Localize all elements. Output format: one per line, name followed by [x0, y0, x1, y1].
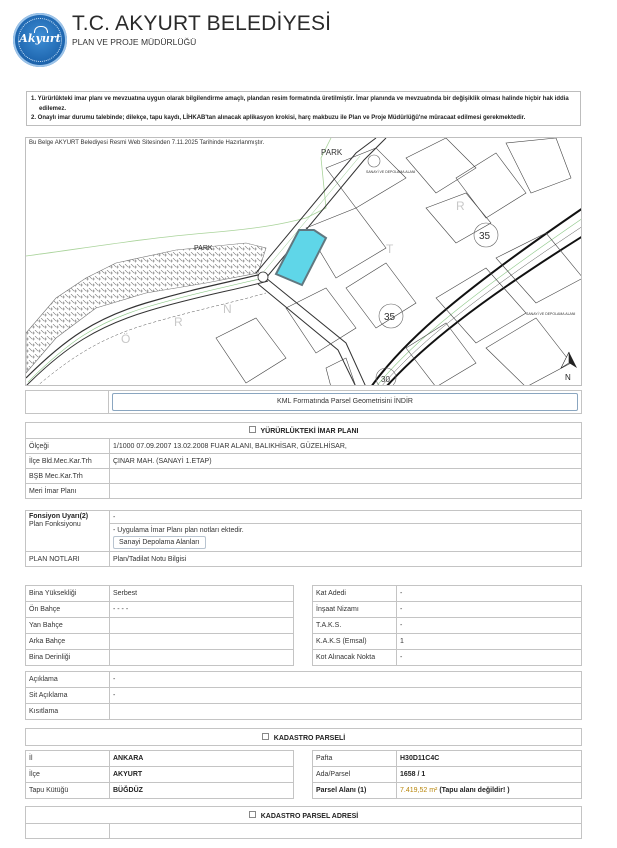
- parsel-alani-value: 7.419,52 m²: [400, 787, 438, 794]
- logo-text: Akyurt: [19, 32, 61, 45]
- on-bahce-label: Ön Bahçe: [26, 602, 110, 618]
- yan-bahce-value: [110, 618, 294, 634]
- svg-text:N: N: [223, 302, 232, 316]
- plan-fonksiyonu-note: - Uygulama İmar Planı plan notları ektedir.: [113, 527, 244, 534]
- olcegi-label: Ölçeği: [26, 439, 110, 454]
- ada-parsel-label: Ada/Parsel: [313, 767, 397, 783]
- parcel-highlight: [276, 230, 326, 285]
- aciklama-label: Açıklama: [26, 672, 110, 688]
- on-bahce-value: - - - -: [110, 602, 294, 618]
- meri-plan-value: [110, 484, 582, 499]
- meri-plan-label: Meri İmar Planı: [26, 484, 110, 499]
- page-subtitle: PLAN VE PROJE MÜDÜRLÜĞÜ: [72, 37, 197, 47]
- fonksiyon-uyari-value: -: [110, 511, 582, 524]
- ilce-label: İlçe: [26, 767, 110, 783]
- municipality-logo-icon: [13, 13, 67, 67]
- bsb-label: BŞB Mec.Kar.Trh: [26, 469, 110, 484]
- yapi-left-table: [25, 585, 294, 666]
- il-label: İl: [26, 751, 110, 767]
- adres-table: [25, 806, 582, 839]
- kml-download-button[interactable]: KML Formatında Parsel Geometrisini İNDİR: [112, 393, 578, 411]
- map-caption: Bu Belge AKYURT Belediyesi Resmi Web Sitesinden 7.11.2025 Tarihinde Hazırlanmıştır.: [29, 140, 265, 146]
- adres-value-cell: [110, 824, 582, 839]
- taks-value: -: [397, 618, 582, 634]
- kadastro-title: KADASTRO PARSELİ: [273, 734, 346, 742]
- svg-text:PARK: PARK: [321, 148, 343, 157]
- fonksiyon-label-cell: [26, 511, 110, 552]
- kadastro-header[interactable]: [26, 729, 582, 746]
- sit-aciklama-label: Sit Açıklama: [26, 688, 110, 704]
- kisitlama-value: [110, 704, 582, 720]
- sit-aciklama-value: -: [110, 688, 582, 704]
- fonksiyon-table: [25, 510, 582, 567]
- svg-text:T: T: [386, 242, 394, 256]
- svg-text:Ö: Ö: [121, 332, 131, 346]
- taks-label: T.A.K.S.: [313, 618, 397, 634]
- imar-plani-header[interactable]: [26, 423, 582, 439]
- arka-bahce-value: [110, 634, 294, 650]
- bina-derinligi-label: Bina Derinliği: [26, 650, 110, 666]
- plan-fonksiyonu-label: Plan Fonksiyonu: [29, 521, 81, 528]
- yan-bahce-label: Yan Bahçe: [26, 618, 110, 634]
- adres-header[interactable]: [26, 807, 582, 824]
- kadastro-header-table: [25, 728, 582, 746]
- ilce-bld-label: İlçe Bld.Mec.Kar.Trh: [26, 454, 110, 469]
- page-title: T.C. AKYURT BELEDİYESİ: [72, 12, 332, 35]
- collapse-toggle-icon[interactable]: [249, 426, 256, 433]
- plan-notlari-link[interactable]: Plan/Tadilat Notu Bilgisi: [110, 552, 582, 567]
- svg-text:PARK: PARK: [194, 245, 213, 252]
- kat-adedi-value: -: [397, 586, 582, 602]
- parsel-alani-label[interactable]: Parsel Alanı (1): [313, 783, 397, 799]
- olcegi-value: 1/1000 07.09.2007 13.02.2008 FUAR ALANI, BALIKHİSAR, GÜZELHİSAR,: [110, 439, 582, 454]
- kot-value: -: [397, 650, 582, 666]
- kisitlama-label: Kısıtlama: [26, 704, 110, 720]
- kot-label: Kot Alınacak Nokta: [313, 650, 397, 666]
- kaks-label: K.A.K.S (Emsal): [313, 634, 397, 650]
- imar-plani-table: [25, 422, 582, 499]
- fonksiyon-uyari-label[interactable]: Fonsiyon Uyarı: [29, 513, 80, 520]
- svg-text:35: 35: [384, 312, 396, 323]
- kml-button-cell: [109, 391, 582, 414]
- il-value: ANKARA: [110, 751, 294, 767]
- svg-text:SANAYİ VE DEPOLAMA ALANI: SANAYİ VE DEPOLAMA ALANI: [366, 170, 416, 174]
- notice-line-1: 1. Yürürlükteki imar planı ve mevzuatına uygun olarak bilgilendirme amaçlı, plandan resim formatında üretilmiştir. İmar planında ve mevzuatında bir değişiklik olması halinde hiçbir hak iddia: [31, 96, 569, 102]
- bina-yuksekligi-value: Serbest: [110, 586, 294, 602]
- zoning-map[interactable]: [25, 137, 582, 386]
- svg-text:35: 35: [479, 231, 491, 242]
- svg-text:N: N: [565, 373, 571, 382]
- notice-line-2: 2. Onaylı imar durumu talebinde; dilekçe, tapu kaydı, LİHKAB'tan alınacak aplikasyon krokisi, harç makbuzu ile Plan ve Proje Müdürlüğü'ne müracaat edilmesi gerekmektedir.: [31, 115, 526, 121]
- svg-text:30: 30: [381, 375, 390, 384]
- tapu-kutugu-value: BÜĞDÜZ: [110, 783, 294, 799]
- adres-label-cell: [26, 824, 110, 839]
- kat-adedi-label: Kat Adedi: [313, 586, 397, 602]
- aciklama-table: [25, 671, 582, 720]
- tapu-kutugu-label: Tapu Kütüğü: [26, 783, 110, 799]
- sanayi-depolama-button[interactable]: Sanayi Depolama Alanları: [113, 536, 206, 549]
- insaat-nizami-value: -: [397, 602, 582, 618]
- ilce-bld-value: ÇINAR MAH. (SANAYİ 1.ETAP): [110, 454, 582, 469]
- yapi-right-table: [312, 585, 582, 666]
- bina-derinligi-value: [110, 650, 294, 666]
- kaks-value: 1: [397, 634, 582, 650]
- bsb-value: [110, 469, 582, 484]
- bina-yuksekligi-label: Bina Yüksekliği: [26, 586, 110, 602]
- parsel-alani-note: (Tapu alanı değildir! ): [439, 787, 510, 794]
- aciklama-value: -: [110, 672, 582, 688]
- adres-title: KADASTRO PARSEL ADRESİ: [260, 812, 359, 820]
- svg-text:R: R: [174, 315, 183, 329]
- kadastro-right-table: [312, 750, 582, 799]
- kml-label-cell: [26, 391, 109, 414]
- map-drawing: [26, 138, 582, 386]
- pafta-label: Pafta: [313, 751, 397, 767]
- notice-box: [26, 91, 581, 126]
- insaat-nizami-label: İnşaat Nizamı: [313, 602, 397, 618]
- fonksiyon-uyari-count: (2): [79, 513, 89, 520]
- svg-text:R: R: [456, 199, 465, 213]
- collapse-toggle-icon[interactable]: [262, 733, 269, 740]
- pafta-value: H30D11C4C: [397, 751, 582, 767]
- parsel-alani-cell: [397, 783, 582, 799]
- collapse-toggle-icon[interactable]: [249, 811, 256, 818]
- kml-table: [25, 390, 582, 414]
- svg-text:SANAYİ VE DEPOLAMA ALANI: SANAYİ VE DEPOLAMA ALANI: [526, 312, 576, 316]
- notice-line-1b: edilemez.: [39, 105, 67, 112]
- plan-fonksiyonu-cell: [110, 524, 582, 552]
- kadastro-left-table: [25, 750, 294, 799]
- ilce-value: AKYURT: [110, 767, 294, 783]
- imar-plani-title: YÜRÜRLÜKTEKİ İMAR PLANI: [260, 428, 359, 435]
- ada-parsel-value: 1658 / 1: [397, 767, 582, 783]
- arka-bahce-label: Arka Bahçe: [26, 634, 110, 650]
- plan-notlari-label: PLAN NOTLARI: [26, 552, 110, 567]
